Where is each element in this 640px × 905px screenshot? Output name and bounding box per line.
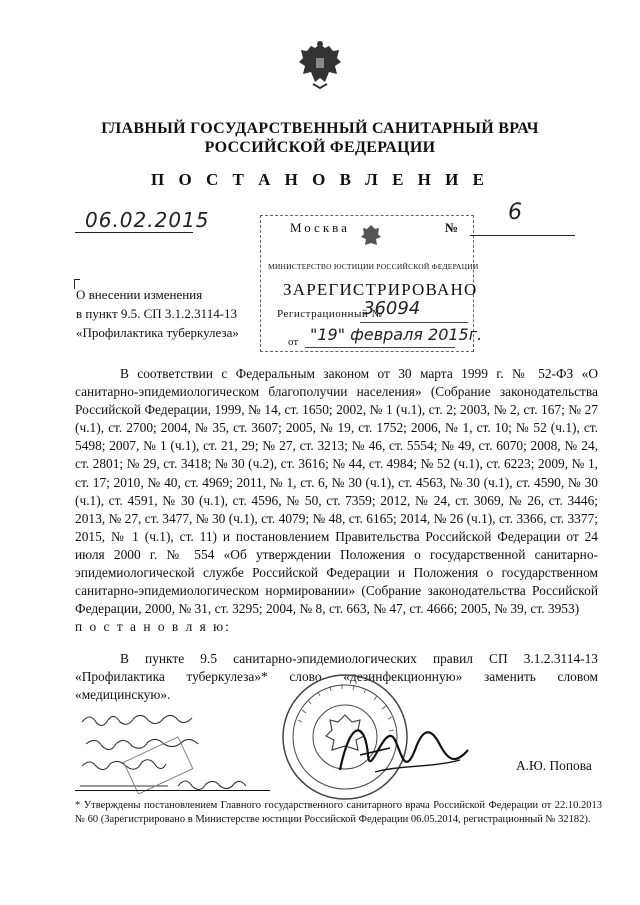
preamble <box>75 365 598 636</box>
resolve-word: п о с т а н о в л я ю: <box>75 619 231 635</box>
registration-number-label: Регистрационный № <box>277 308 383 320</box>
number-underline <box>470 235 575 236</box>
subject-line3: «Профилактика туберкулеза» <box>76 325 239 340</box>
subject-line2: в пункт 9.5. СП 3.1.2.3114-13 <box>76 306 238 321</box>
registration-date: "19" февраля 2015г. <box>310 325 483 344</box>
registration-from-label: от <box>288 336 299 348</box>
number-sign: № <box>445 220 459 235</box>
handwritten-certification-note <box>78 708 263 794</box>
registration-number-underline <box>360 322 468 323</box>
document-number: 6 <box>508 200 522 225</box>
signatory-name: А.Ю. Попова <box>516 758 592 773</box>
preamble-paragraph: В соответствии с Федеральным законом от 30 марта 1999 г. № 52-ФЗ «О санитарно-эпидемиологическом благополучии населения» (Собрание законодательства Российской Федерации, 1999, № 14, ст. 1650; 2002, № 1 (ч.1), ст. 2; 2003, № 2, ст. 167; № 27 (ч.1), ст. 2700; 2004, № 35, ст. 3607; 2005, № 19, ст. 1752; 2006, № 1, ст. 10; № 52 (ч.1), ст. 5498; 2007, № 1 (ч.1), ст. 21, 29; № 27, ст. 3213; № 46, ст. 5554; № 49, ст. 6070; 2008, № 24, ст. 2801; № 29, ст. 3418; № 30 (ч.2), ст. 3616; № 44, ст. 4984; № 52 (ч.1), ст. 6223; 2009, № 1, ст. 17; 2010, № 40, ст. 4969; 2011, № 1, ст. 6, № 30 (ч.1), ст. 4563, № 30 (ч.1), ст. 4590, № 30 (ч.1), ст. 4591, № 30 (ч.1), ст. 4596, № 50, ст. 7359; 2012, № 24, ст. 3069, № 26, ст. 3446; 2013, № 27, ст. 3477, № 30 (ч.1), ст. 4079; № 48, ст. 6165; 2014, № 26 (ч.1), ст. 3366, ст. 3377; 2015, № 1 (ч.1), ст. 11) и постановлением Правительства Российской Федерации от 24 июля 2000 г. № 554 «Об утверждении Положения о государственной санитарно-эпидемиологической службе Российской Федерации и Положения о государственном санитарно-эпидемиологическом нормировании» (Собрание законодательства Российской Федерации, 2000, № 31, ст. 3295; 2004, № 8, ст. 663, № 47, ст. 4666; 2005, № 39, ст. 3953) <box>75 366 598 617</box>
subject-line1: О внесении изменения <box>76 287 203 302</box>
subject-block <box>76 285 286 342</box>
date-underline <box>75 232 193 233</box>
clause-text: В пункте 9.5 санитарно-эпидемиологических правил СП 3.1.2.3114-13 «Профилактика туберкулеза»* слово «дезинфекционную» заменить словом «медицинскую». <box>75 651 598 703</box>
city-label: Москва <box>290 220 350 235</box>
footnote-text: * Утверждены постановлением Главного государственного санитарного врача Российской Федерации от 22.10.2013 № 60 (Зарегистрировано в Министерстве юстиции Российской Федерации 06.05.2014, регистрационный № 32182). <box>75 800 602 825</box>
registered-label: ЗАРЕГИСТРИРОВАНО <box>283 280 478 299</box>
stamp-eagle-icon <box>358 222 384 252</box>
issuer-title-line2: РОССИЙСКОЙ ФЕДЕРАЦИИ <box>204 139 436 156</box>
ministry-of-justice-label: МИНИСТЕРСТВО ЮСТИЦИИ РОССИЙСКОЙ ФЕДЕРАЦИИ <box>268 262 479 271</box>
document-type: П О С Т А Н О В Л Е Н И Е <box>151 170 489 189</box>
issuer-title-line1: ГЛАВНЫЙ ГОСУДАРСТВЕННЫЙ САНИТАРНЫЙ ВРАЧ <box>101 120 539 137</box>
document-date: 06.02.2015 <box>85 208 210 232</box>
registration-date-underline <box>305 347 455 348</box>
registration-number: 36094 <box>363 298 421 319</box>
signature-mark <box>330 710 470 785</box>
double-headed-eagle-emblem-icon <box>293 38 347 92</box>
footnote-separator <box>75 790 270 791</box>
